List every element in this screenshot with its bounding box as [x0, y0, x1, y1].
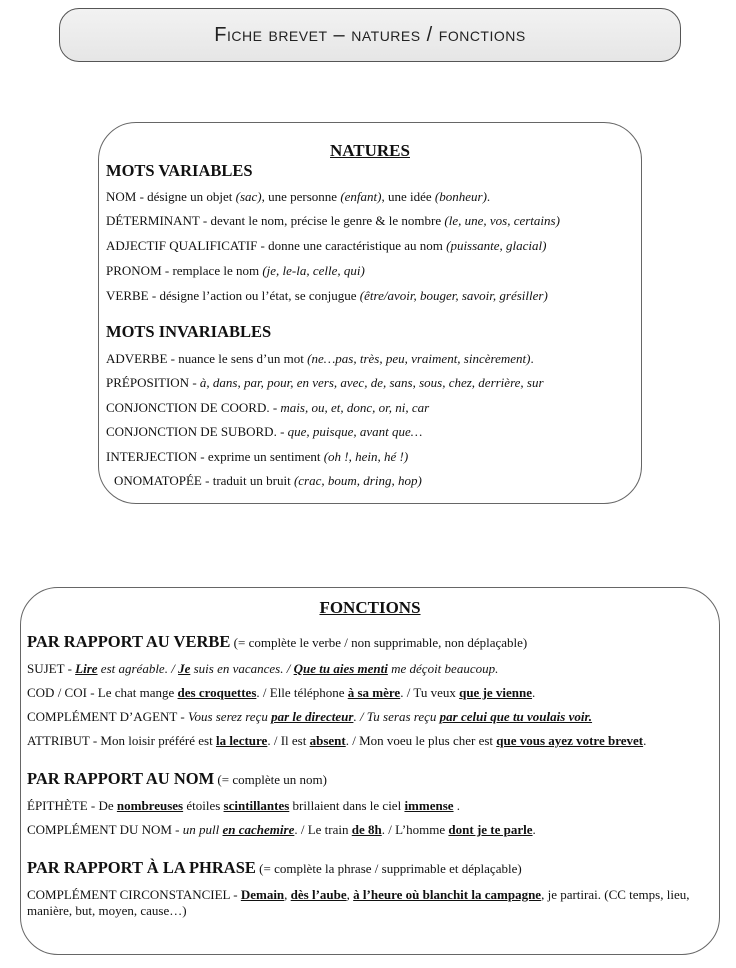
page-title: Fiche brevet – natures / fonctions: [214, 23, 526, 46]
fonction-complement-agent: COMPLÉMENT D’AGENT - Vous serez reçu par le directeur. / Tu seras reçu par celui que tu voulais voir.: [27, 709, 593, 724]
mots-invariables-heading: MOTS INVARIABLES: [106, 322, 272, 341]
fonction-complement-circonstanciel: COMPLÉMENT CIRCONSTANCIEL - Demain, dès l’aube, à l’heure où blanchit la campagne, je partirai. (CC temps, lieu, manière, but, moyen, cause…): [27, 887, 690, 918]
par-rapport-verbe-heading: PAR RAPPORT AU VERBE (= complète le verbe / non supprimable, non déplaçable): [27, 632, 528, 651]
fonction-attribut: ATTRIBUT - Mon loisir préféré est la lecture. / Il est absent. / Mon voeu le plus cher est que vous ayez votre brevet.: [27, 733, 647, 748]
nature-adjectif: ADJECTIF QUALIFICATIF - donne une caractéristique au nom (puissante, glacial): [106, 238, 547, 253]
page-title-banner: [59, 8, 681, 62]
nature-adverbe: ADVERBE - nuance le sens d’un mot (ne…pas, très, peu, vraiment, sincèrement).: [106, 351, 534, 366]
natures-box: [98, 122, 642, 504]
nature-interjection: INTERJECTION - exprime un sentiment (oh !, hein, hé !): [106, 449, 409, 464]
nature-preposition: PRÉPOSITION - à, dans, par, pour, en vers, avec, de, sans, sous, chez, derrière, sur: [106, 375, 544, 390]
par-rapport-phrase-heading: PAR RAPPORT À LA PHRASE (= complète la phrase / supprimable et déplaçable): [27, 858, 522, 877]
mots-variables-heading: MOTS VARIABLES: [106, 161, 253, 180]
fonctions-title: FONCTIONS: [319, 598, 421, 617]
fonction-complement-du-nom: COMPLÉMENT DU NOM - un pull en cachemire. / Le train de 8h. / L’homme dont je te parle.: [27, 822, 536, 837]
nature-nom: NOM - désigne un objet (sac), une personne (enfant), une idée (bonheur).: [106, 189, 491, 204]
par-rapport-nom-heading: PAR RAPPORT AU NOM (= complète un nom): [27, 769, 327, 788]
fonction-epithete: ÉPITHÈTE - De nombreuses étoiles scintillantes brillaient dans le ciel immense .: [27, 798, 461, 813]
fonction-cod-coi: COD / COI - Le chat mange des croquettes. / Elle téléphone à sa mère. / Tu veux que je vienne.: [27, 685, 536, 700]
nature-conjonction-coord: CONJONCTION DE COORD. - mais, ou, et, donc, or, ni, car: [106, 400, 430, 415]
nature-determinant: DÉTERMINANT - devant le nom, précise le genre & le nombre (le, une, vos, certains): [106, 213, 560, 228]
natures-title: NATURES: [330, 141, 410, 160]
nature-conjonction-subord: CONJONCTION DE SUBORD. - que, puisque, avant que…: [106, 424, 423, 439]
nature-onomatopee: ONOMATOPÉE - traduit un bruit (crac, boum, dring, hop): [114, 473, 422, 488]
fonctions-box: [20, 587, 720, 955]
nature-verbe: VERBE - désigne l’action ou l’état, se conjugue (être/avoir, bouger, savoir, grésiller): [106, 288, 548, 303]
fonction-sujet: SUJET - Lire est agréable. / Je suis en vacances. / Que tu aies menti me déçoit beaucoup.: [27, 661, 499, 676]
nature-pronom: PRONOM - remplace le nom (je, le-la, celle, qui): [106, 263, 365, 278]
